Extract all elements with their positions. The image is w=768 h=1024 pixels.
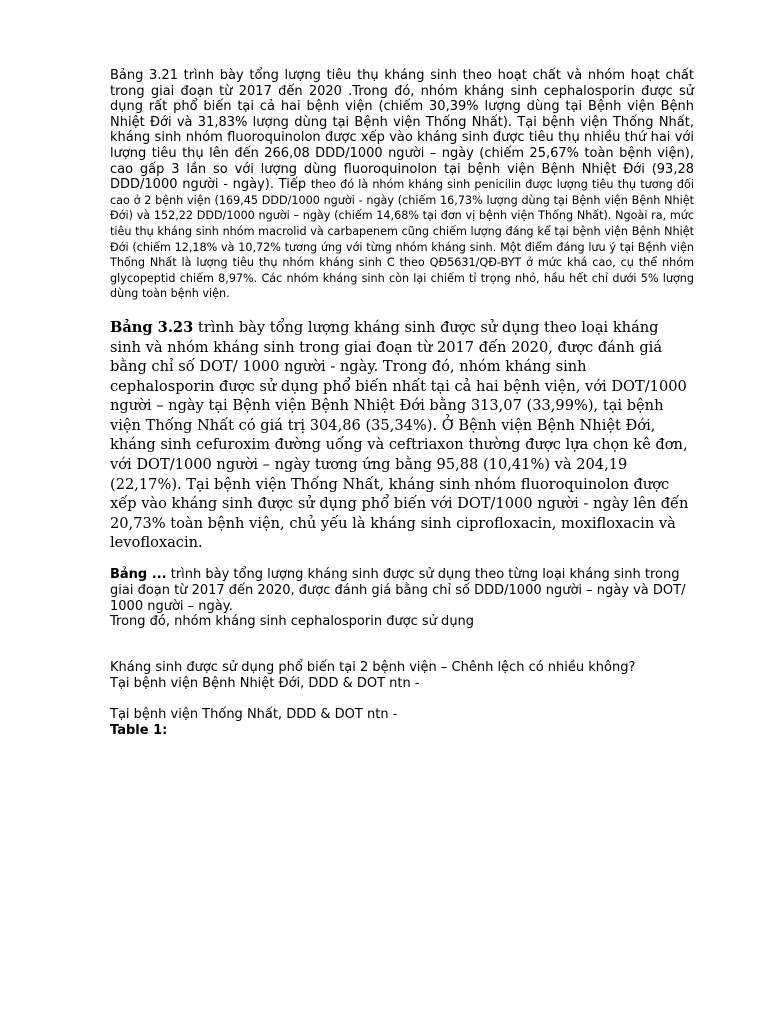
paragraph-bang-3-23: [110, 318, 694, 553]
table-reference: Bảng 3.23: [110, 318, 194, 336]
document-page: [110, 68, 694, 738]
paragraph-text: trình bày tổng lượng kháng sinh được sử dụng theo từng loại kháng sinh trong giai đoạn từ 2017 đến 2020, được đánh giá bằng chỉ số DDD/1000 người – ngày và DOT/ 1000 người – ngày.: [110, 567, 686, 614]
table-reference: Bảng ...: [110, 567, 167, 583]
paragraph-text-small: theo đó là nhóm kháng sinh penicilin được lượng tiêu thụ tương đối cao ở 2 bệnh viện (169,45 DDD/1000 người - ngày (chiếm 16,73% lượng dùng tại Bệnh viện Bệnh Nhiệt Đới) và 152,22 DDD/1000 người – ngày (chiếm 14,68% tại đơn vị bệnh viện Thống Nhất). Ngoài ra, mức tiêu thụ kháng sinh nhóm macrolid và carbapenem cũng chiếm lượng đáng kể tại bệnh viện Bệnh Nhiệt Đới (chiếm 12,18% và 10,72% tương ứng với từng nhóm kháng sinh. Một điểm đáng lưu ý tại Bệnh viện Thống Nhất là lượng tiêu thụ nhóm kháng sinh C theo QĐ5631/QĐ-BYT ở mức khá cao, cụ thể nhóm glycopeptid chiếm 8,97%. Các nhóm kháng sinh còn lại chiếm tỉ trọng nhỏ, hầu hết chỉ dưới 5% lượng dùng toàn bệnh viện.: [110, 178, 694, 301]
paragraph-bang-draft: [110, 567, 694, 738]
note-line: Tại bệnh viện Thống Nhất, DDD & DOT ntn -: [110, 706, 398, 722]
table-label: Table 1:: [110, 722, 168, 738]
paragraph-text: trình bày tổng lượng kháng sinh được sử dụng theo loại kháng sinh và nhóm kháng sinh trong giai đoạn từ 2017 đến 2020, được đánh giá bằng chỉ số DOT/ 1000 người - ngày. Trong đó, nhóm kháng sinh cephalosporin được sử dụng phổ biến nhất tại cả hai bệnh viện, với DOT/1000 người – ngày tại Bệnh viện Bệnh Nhiệt Đới bằng 313,07 (33,99%), tại bệnh viện Thống Nhất có giá trị 304,86 (35,34%). Ở Bệnh viện Bệnh Nhiệt Đới, kháng sinh cefuroxim đường uống và ceftriaxon thường được lựa chọn kê đơn, với DOT/1000 người – ngày tương ứng bằng 95,88 (10,41%) và 204,19 (22,17%). Tại bệnh viện Thống Nhất, kháng sinh nhóm fluoroquinolon được xếp vào kháng sinh được sử dụng phổ biến với DOT/1000 người - ngày lên đến 20,73% toàn bệnh viện, chủ yếu là kháng sinh ciprofloxacin, moxifloxacin và levofloxacin.: [110, 318, 689, 552]
paragraph-bang-3-21: [110, 68, 694, 302]
note-line: Kháng sinh được sử dụng phổ biến tại 2 bệnh viện – Chênh lệch có nhiều không?: [110, 660, 636, 676]
paragraph-text: Bảng 3.21 trình bày tổng lượng tiêu thụ kháng sinh theo hoạt chất và nhóm hoạt chất trong giai đoạn từ 2017 đến 2020 .Trong đó, nhóm kháng sinh cephalosporin được sử dụng rất phổ biến tại cả hai bệnh viện (chiếm 30,39% lượng dùng tại Bệnh viện Bệnh Nhiệt Đới và 31,83% lượng dùng tại Bệnh viện Thống Nhất). Tại bệnh viện Thống Nhất, kháng sinh nhóm fluoroquinolon được xếp vào kháng sinh được tiêu thụ nhiều thứ hai với lượng tiêu thụ lên đến 266,08 DDD/1000 người – ngày (chiếm 25,67% toàn bệnh viện), cao gấp 3 lần so với lượng dùng fluoroquinolon tại bệnh viện Bệnh Nhiệt Đới (93,28 DDD/1000 người - ngày). Tiếp: [110, 68, 694, 193]
note-line: Tại bệnh viện Bệnh Nhiệt Đới, DDD & DOT ntn -: [110, 676, 420, 692]
paragraph-line: Trong đó, nhóm kháng sinh cephalosporin được sử dụng: [110, 614, 475, 630]
